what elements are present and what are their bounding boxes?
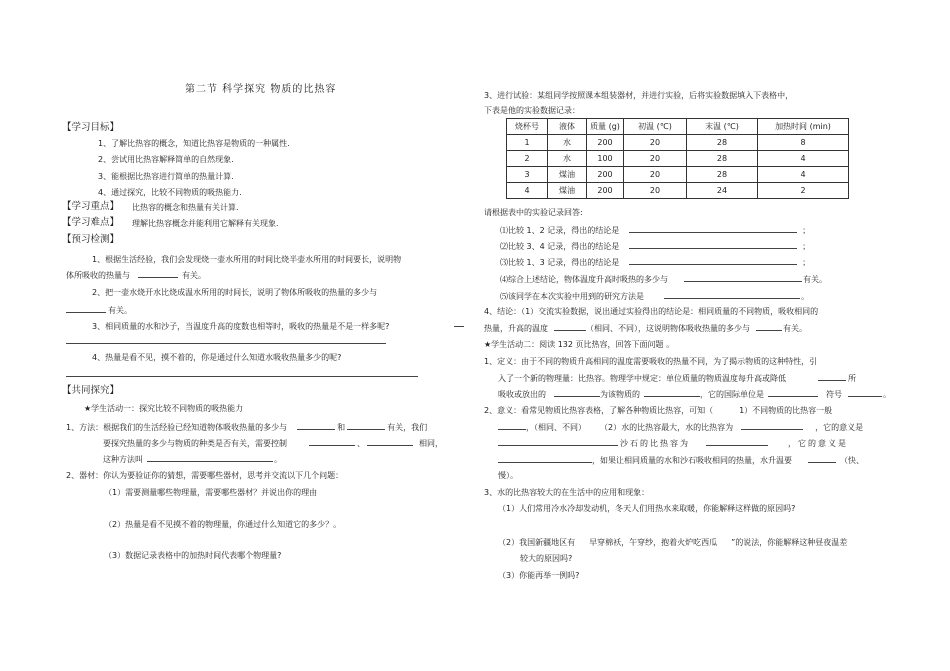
conclusion-line1: 4、结论：（1）交流实验数据，说出通过实验得出的结论是：相同质量的不同物质，吸收相同的	[484, 307, 819, 316]
preview-q2-end: 有关。	[108, 306, 132, 315]
answer-blank[interactable]	[629, 224, 797, 233]
meaning-text: ，如果让相同质量的水和沙石吸收相同的热量，水升温要	[592, 456, 792, 465]
analysis-1	[500, 224, 810, 236]
answer-blank[interactable]	[309, 437, 355, 446]
table-cell: 煤油	[548, 183, 587, 199]
meaning-text: ，它的意义是	[815, 423, 864, 432]
definition-line3	[498, 388, 891, 400]
preview-q1-line2	[66, 269, 206, 281]
method-line2	[103, 437, 443, 449]
table-header-cell: 末温 (℃)	[687, 119, 758, 135]
meaning-text: （2）水的比热容最大，水的比热容为	[600, 423, 734, 432]
preview-q1-text: 体所吸收的热量与	[66, 271, 130, 280]
answer-blank[interactable]	[848, 388, 882, 397]
answer-blank[interactable]	[808, 454, 836, 463]
answer-blank[interactable]	[706, 437, 768, 446]
application-sub-q2	[498, 537, 847, 548]
table-cell: 水	[548, 151, 587, 167]
semicolon: ；	[802, 242, 811, 251]
conclusion-end: 有关。	[783, 324, 807, 333]
experiment-intro-line2: 下表是他的实验数据记录：	[484, 106, 580, 115]
definition-text: 符号	[826, 390, 842, 399]
table-cell: 28	[687, 167, 758, 183]
equipment-sub-q2: （2）热量是看不见摸不着的物理量，你通过什么知道它的多少？。	[104, 520, 342, 529]
table-cell: 28	[687, 151, 758, 167]
answer-blank[interactable]	[629, 240, 797, 249]
method-end: 。	[274, 455, 282, 464]
preview-q3: 3、相同质量的水和沙子，当温度升高的度数也相等时，吸收的热量是不是一样多呢?	[92, 322, 390, 331]
difficulty-label: 【学习难点】	[62, 217, 120, 228]
preview-q1-line1: 1、根据生活经验，我们会发现烧一壶水所用的时间比烧半壶水所用的时间要长，说明物	[92, 255, 402, 264]
conclusion-line2	[484, 322, 807, 334]
table-header-cell: 初温 (℃)	[624, 119, 687, 135]
answer-blank[interactable]	[498, 421, 526, 430]
method-and: 和	[337, 423, 346, 432]
preview-q2-line1: 2、把一壶水烧开水比烧成温水所用的时间长，说明了物体所吸收的热量的多少与	[92, 288, 378, 297]
table-cell: 4	[507, 183, 548, 199]
answer-blank[interactable]	[684, 273, 802, 282]
answer-blank[interactable]	[768, 388, 818, 397]
meaning-line2	[498, 421, 863, 433]
answer-blank[interactable]	[664, 290, 800, 299]
table-cell: 200	[587, 183, 624, 199]
key-point-text: 比热容的概念和热量有关计算.	[132, 203, 239, 212]
answer-line[interactable]	[66, 343, 386, 344]
goal-item: 1、了解比热容的概念，知道比热容是物质的一种属性.	[98, 139, 290, 148]
answer-blank[interactable]	[741, 421, 803, 430]
page-title: 第二节 科学探究 物质的比热容	[185, 84, 337, 95]
table-row	[507, 183, 849, 199]
meaning-line4	[498, 454, 864, 466]
table-cell: 4	[758, 151, 849, 167]
method-text: 1、方法：根据我们的生活经验已经知道物体吸收热量的多少与	[66, 423, 288, 432]
answer-line[interactable]	[66, 376, 418, 377]
definition-text: 吸收或放出的	[498, 390, 546, 399]
answer-blank[interactable]	[498, 437, 618, 446]
conclusion-text: （相同、不同），这说明物体吸收热量的多少与	[586, 324, 750, 333]
answer-blank[interactable]	[347, 421, 385, 430]
meaning-line3	[498, 437, 848, 449]
table-header-row	[507, 119, 849, 135]
table-cell: 200	[587, 167, 624, 183]
method-text: 这种方法叫	[103, 455, 143, 464]
definition-text: ，它的国际单位是	[700, 390, 764, 399]
table-cell: 20	[624, 183, 687, 199]
table-header-cell: 烧杯号	[507, 119, 548, 135]
definition-end: 。	[883, 390, 891, 399]
answer-blank[interactable]	[554, 322, 586, 331]
answer-blank[interactable]	[818, 372, 846, 381]
analysis-text: ⑶比较 1、3 记录，得出的结论是	[500, 258, 620, 267]
table-row	[507, 167, 849, 183]
definition-text: 为该物质的	[600, 390, 640, 399]
semicolon: ；	[802, 258, 811, 267]
definition-text: 所	[848, 374, 856, 383]
equipment-sub-q3: （3）数据记录表格中的加热时间代表哪个物理量?	[104, 551, 282, 560]
experiment-intro-line1: 3、进行试验：某组同学按照课本组装器材，并进行实验，后将实验数据填入下表格中，	[484, 91, 794, 100]
analysis-text: ⑴比较 1、2 记录，得出的结论是	[500, 226, 620, 235]
application-text: （2）我国新疆地区有	[498, 538, 576, 547]
table-cell: 24	[687, 183, 758, 199]
answer-blank[interactable]	[66, 304, 106, 313]
analysis-5	[500, 290, 809, 302]
application-text: 早穿棉袄，午穿纱，抱着火炉吃西瓜	[589, 538, 718, 547]
goal-item: 3、能根据比热容进行简单的热量计算.	[98, 172, 234, 181]
application-sub-q3: （3）你能再举一例吗?	[498, 571, 580, 580]
method-text: 相同，	[419, 439, 443, 448]
analysis-text: ⑷综合上述结论，物体温度升高时吸热的多少与	[500, 275, 668, 284]
method-text: 有关，我们	[387, 423, 428, 432]
answer-blank[interactable]	[498, 454, 592, 463]
method-text: 要探究热量的多少与物质的种类是否有关，需要控制	[103, 439, 287, 448]
analysis-3	[500, 256, 810, 268]
table-header-cell: 质量 (g)	[587, 119, 624, 135]
answer-blank[interactable]	[644, 388, 700, 397]
preview-q2-line2	[66, 304, 132, 316]
answer-blank[interactable]	[138, 269, 178, 278]
answer-blank[interactable]	[756, 322, 782, 331]
table-cell: 3	[507, 167, 548, 183]
preview-q4: 4、热量是看不见，摸不着的，你是通过什么知道水吸收热量多少的呢?	[92, 353, 342, 362]
method-comma: 、	[357, 439, 365, 448]
table-row	[507, 135, 849, 151]
answer-prompt: 请根据表中的实验记录回答:	[484, 208, 583, 217]
analysis-end: 。	[801, 292, 809, 301]
application-sub-q2-line2: 较大的原因吗?	[520, 554, 573, 563]
analysis-4	[500, 273, 827, 285]
activity-one-title: ★学生活动一：探究比较不同物质的吸热能力	[84, 404, 244, 413]
table-cell: 水	[548, 135, 587, 151]
table-cell: 2	[507, 151, 548, 167]
answer-blank[interactable]	[629, 256, 797, 265]
analysis-end: 有关。	[803, 275, 827, 284]
table-cell: 4	[758, 167, 849, 183]
answer-blank[interactable]	[554, 388, 600, 397]
meaning-line1	[484, 405, 832, 416]
explore-heading: 【共同探究】	[62, 385, 120, 396]
meaning-line5: 慢）。	[498, 471, 518, 480]
goal-item: 2、尝试用比热容解释简单的自然现象.	[98, 155, 234, 164]
table-cell: 8	[758, 135, 849, 151]
definition-text: 入了一个新的物理量：比热容。物理学中规定：单位质量的物质温度每升高或降低	[498, 374, 786, 383]
table-cell: 20	[624, 167, 687, 183]
table-cell: 1	[507, 135, 548, 151]
table-cell: 2	[758, 183, 849, 199]
answer-blank[interactable]	[367, 437, 413, 446]
answer-blank[interactable]	[297, 421, 335, 430]
meaning-text: 1）不同物质的比热容一般	[739, 406, 833, 415]
table-header-cell: 加热时间 (min)	[758, 119, 849, 135]
meaning-text: 2、意义：看常见物质比热容表格，了解各种物质比热容，可知（	[484, 406, 714, 415]
definition-line2	[498, 372, 856, 384]
table-cell: 20	[624, 135, 687, 151]
equipment-question: 2、器材：你认为要验证你的猜想，需要哪些器材，思考并交流以下几个问题：	[66, 471, 344, 480]
conclusion-text: 热量，升高的温度	[484, 324, 548, 333]
table-cell: 20	[624, 151, 687, 167]
preview-q1-end: 有关。	[182, 271, 206, 280]
method-line3	[103, 453, 282, 465]
application-question: 3、水的比热容较大的在生活中的应用和现象：	[484, 488, 650, 497]
application-sub-q1: （1）人们常用冷水冷却发动机，冬天人们用热水来取暖，你能解释这样做的原因吗?	[498, 504, 796, 513]
answer-blank[interactable]	[147, 453, 273, 462]
meaning-text: （快、	[840, 456, 864, 465]
goal-item: 4、通过探究，比较不同物质的吸热能力.	[98, 188, 242, 197]
method-line1	[66, 421, 427, 433]
definition-line1: 1、定义：由于不同的物质升高相同的温度需要吸收的热量不同，为了揭示物质的这种特性，引	[484, 357, 818, 366]
analysis-text: ⑵比较 3、4 记录，得出的结论是	[500, 242, 620, 251]
activity-two-title: ★学生活动二：阅读 132 页比热容，回答下面问题 。	[484, 340, 675, 349]
table-header-cell: 液体	[548, 119, 587, 135]
semicolon: ；	[802, 226, 811, 235]
meaning-text: ，（相同、不同）	[526, 423, 586, 432]
difficulty-text: 理解比热容概念并能利用它解释有关现象.	[132, 219, 279, 228]
goals-heading: 【学习目标】	[62, 122, 120, 133]
table-cell: 煤油	[548, 167, 587, 183]
divider-mark	[454, 326, 464, 327]
preview-heading: 【预习检测】	[62, 234, 120, 245]
application-text: ”的说法，你能解释这种昼夜温差	[731, 538, 848, 547]
key-point-label: 【学习重点】	[62, 201, 120, 212]
analysis-2	[500, 240, 810, 252]
data-table	[506, 118, 849, 199]
equipment-sub-q1: （1）需要测量哪些物理量，需要哪些器材？并说出你的理由	[104, 488, 318, 497]
analysis-text: ⑸该同学在本次实验中用到的研究方法是	[500, 292, 644, 301]
meaning-text: ，它的意义是	[788, 439, 848, 448]
table-cell: 100	[587, 151, 624, 167]
table-cell: 200	[587, 135, 624, 151]
table-row	[507, 151, 849, 167]
meaning-text: 沙石的比热容为	[620, 439, 690, 448]
table-cell: 28	[687, 135, 758, 151]
